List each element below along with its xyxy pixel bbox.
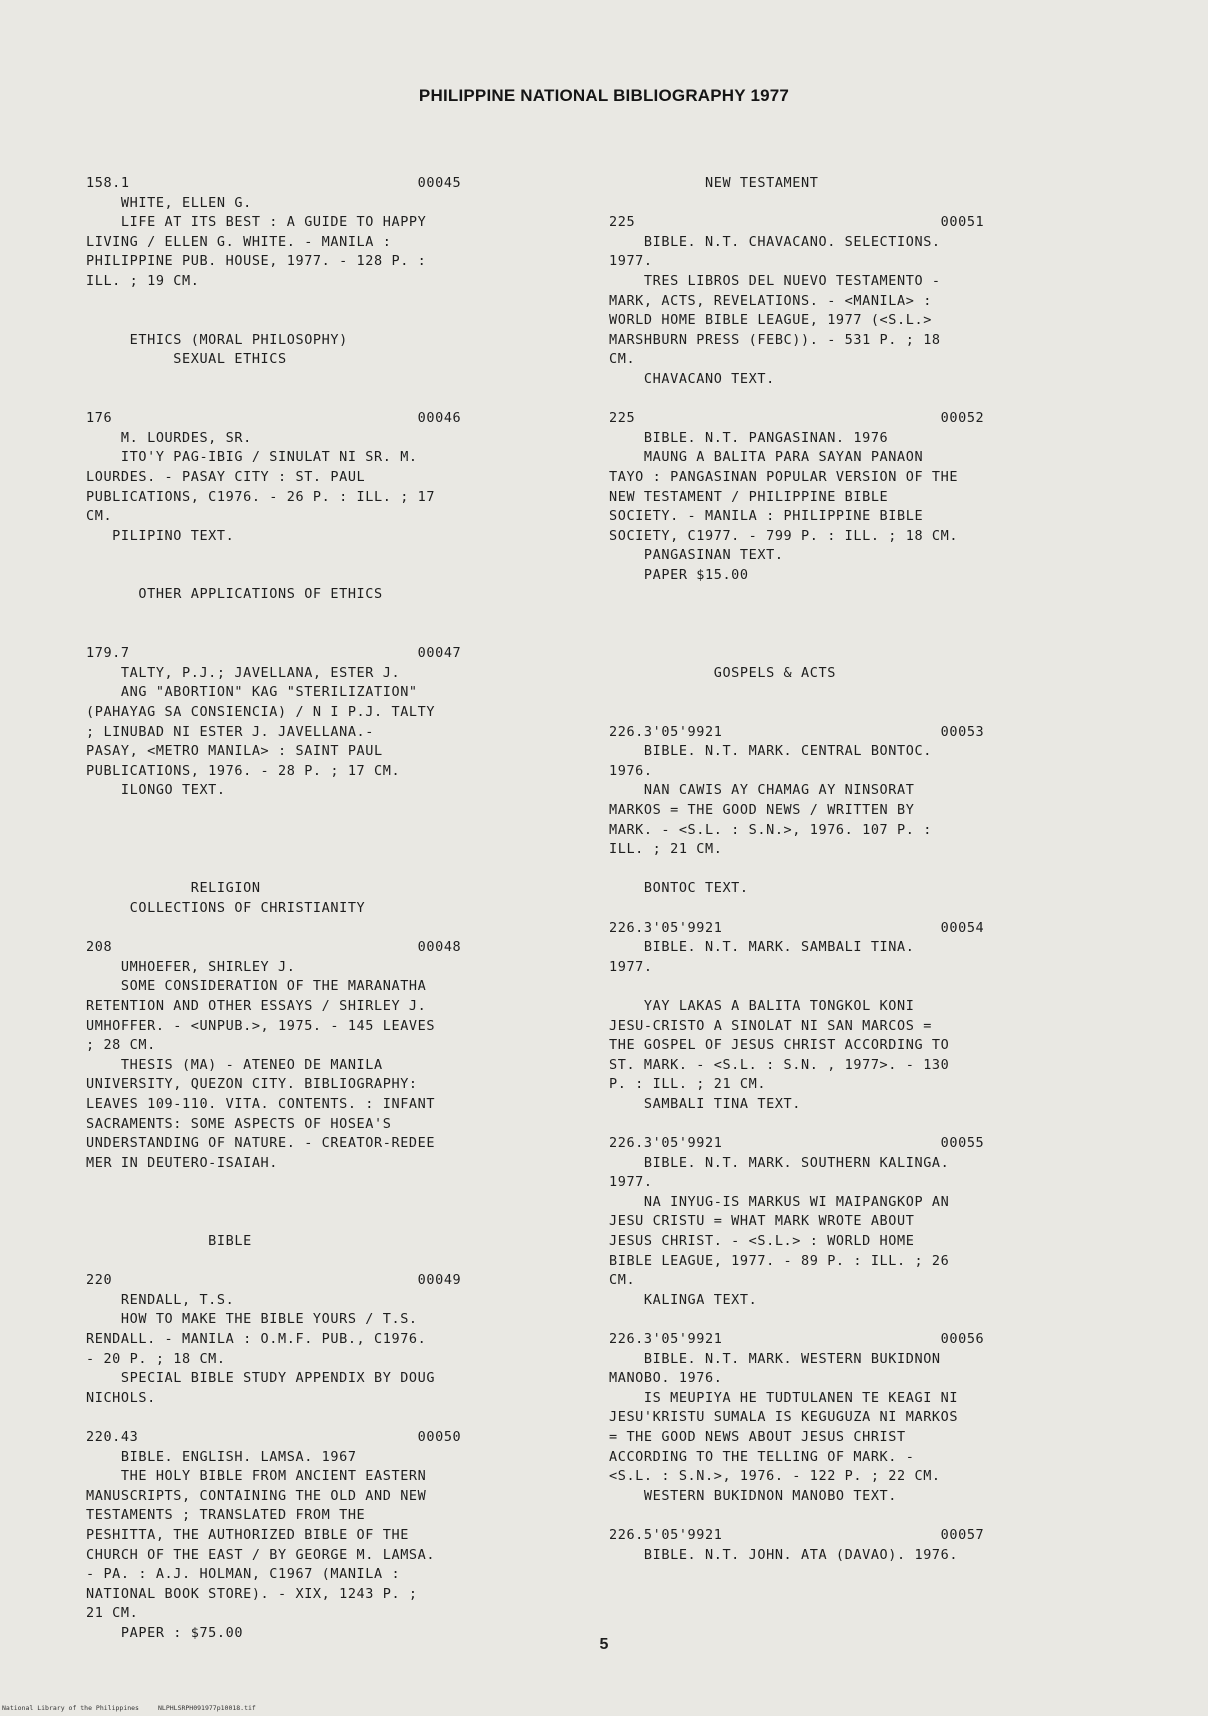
entry-line: - PA. : A.J. HOLMAN, C1967 (MANILA :	[86, 1566, 401, 1583]
entry-line	[86, 1212, 566, 1232]
entry-line: YAY LAKAS A BALITA TONGKOL KONI	[609, 997, 915, 1014]
entry-line: NEW TESTAMENT	[609, 175, 819, 191]
entry-line	[86, 919, 566, 939]
entry-line: 226.3'05'9921 00056	[609, 1331, 985, 1348]
entry-line: IS MEUPIYA HE TUDTULANEN TE KEAGI NI	[609, 1389, 959, 1406]
entry-line	[86, 292, 566, 312]
entry-line: 1976.	[609, 762, 653, 779]
entry-line: MARK, ACTS, REVELATIONS. - <MANILA> :	[609, 292, 932, 309]
footer-source: National Library of the Philippines	[2, 1704, 139, 1712]
entry-line: JESUS CHRIST. - <S.L.> : WORLD HOME	[609, 1233, 915, 1250]
entry-line	[86, 1173, 566, 1193]
entry-line: TRES LIBROS DEL NUEVO TESTAMENTO -	[609, 272, 941, 289]
entry-line: ILONGO TEXT.	[86, 782, 226, 799]
entry-line: BIBLE. N.T. MARK. SOUTHERN KALINGA.	[609, 1154, 950, 1171]
entry-line: 1977.	[609, 253, 653, 270]
entry-line: WHITE, ELLEN G.	[86, 194, 252, 211]
entry-line: - 20 P. ; 18 CM.	[86, 1350, 226, 1367]
entry-line: MANUSCRIPTS, CONTAINING THE OLD AND NEW	[86, 1487, 427, 1504]
entry-line: ETHICS (MORAL PHILOSOPHY)	[86, 331, 348, 348]
entry-line: PHILIPPINE PUB. HOUSE, 1977. - 128 P. :	[86, 253, 427, 270]
entry-line: SOCIETY. - MANILA : PHILIPPINE BIBLE	[609, 508, 924, 525]
entry-line: 208 00048	[86, 939, 462, 956]
entry-line: 225 00052	[609, 410, 985, 427]
entry-line: BONTOC TEXT.	[609, 880, 749, 897]
entry-line: 220 00049	[86, 1272, 462, 1289]
entry-line: 21 CM.	[86, 1605, 139, 1622]
entry-line: LEAVES 109-110. VITA. CONTENTS. : INFANT	[86, 1095, 436, 1112]
entry-line: SAMBALI TINA TEXT.	[609, 1095, 802, 1112]
entry-line: BIBLE. N.T. CHAVACANO. SELECTIONS.	[609, 233, 941, 250]
entry-line: = THE GOOD NEWS ABOUT JESUS CHRIST	[609, 1429, 906, 1445]
entry-line: WORLD HOME BIBLE LEAGUE, 1977 (<S.L.>	[609, 312, 932, 329]
entry-line: PANGASINAN TEXT.	[609, 547, 784, 564]
entry-line	[86, 801, 566, 821]
entry-line: RELIGION	[86, 880, 261, 897]
entry-line: ITO'Y PAG-IBIG / SINULAT NI SR. M.	[86, 449, 418, 466]
entry-line: CHURCH OF THE EAST / BY GEORGE M. LAMSA.	[86, 1546, 436, 1563]
entry-line	[86, 860, 566, 880]
entry-line: NA INYUG-IS MARKUS WI MAIPANGKOP AN	[609, 1193, 950, 1210]
entry-line	[86, 390, 566, 410]
entry-line: 179.7 00047	[86, 645, 462, 662]
entry-line: SOCIETY, C1977. - 799 P. : ILL. ; 18 CM.	[609, 527, 959, 544]
entry-line: TALTY, P.J.; JAVELLANA, ESTER J.	[86, 664, 401, 681]
entry-line: RENDALL, T.S.	[86, 1291, 235, 1308]
entry-line: RETENTION AND OTHER ESSAYS / SHIRLEY J.	[86, 997, 427, 1014]
right-column	[609, 174, 1089, 1565]
entry-line: UNIVERSITY, QUEZON CITY. BIBLIOGRAPHY:	[86, 1076, 418, 1093]
entry-line: MARKOS = THE GOOD NEWS / WRITTEN BY	[609, 802, 915, 818]
entry-line: CM.	[609, 351, 636, 368]
entry-line: OTHER APPLICATIONS OF ETHICS	[86, 586, 383, 603]
entry-line: LIFE AT ITS BEST : A GUIDE TO HAPPY	[86, 214, 427, 231]
entry-line: BIBLE	[86, 1233, 252, 1250]
entry-line: COLLECTIONS OF CHRISTIANITY	[86, 899, 366, 916]
entry-line: 225 00051	[609, 214, 985, 231]
entry-line	[86, 840, 566, 860]
entry-line: PAPER $15.00	[609, 566, 749, 583]
entry-line	[609, 683, 1089, 703]
entry-line: (PAHAYAG SA CONSIENCIA) / N I P.J. TALTY	[86, 704, 436, 721]
entry-line	[609, 1506, 1089, 1526]
entry-line: ANG "ABORTION" KAG "STERILIZATION"	[86, 684, 418, 701]
entry-line	[609, 1310, 1089, 1330]
entry-line: CM.	[86, 508, 113, 525]
entry-line: ILL. ; 19 CM.	[86, 272, 200, 289]
entry-line: LIVING / ELLEN G. WHITE. - MANILA :	[86, 233, 392, 250]
entry-line: 226.3'05'9921 00055	[609, 1135, 985, 1152]
entry-line: PESHITTA, THE AUTHORIZED BIBLE OF THE	[86, 1526, 409, 1543]
entry-line	[609, 899, 1089, 919]
entry-line: MANOBO. 1976.	[609, 1370, 723, 1387]
entry-line	[86, 546, 566, 566]
entry-line: BIBLE. N.T. MARK. CENTRAL BONTOC.	[609, 743, 932, 760]
entry-line: 226.5'05'9921 00057	[609, 1526, 985, 1543]
entry-line: 1977.	[609, 1174, 653, 1191]
entry-line: PAPER : $75.00	[86, 1624, 244, 1641]
entry-line: NAN CAWIS AY CHAMAG AY NINSORAT	[609, 782, 915, 799]
entry-line	[609, 703, 1089, 723]
entry-line	[86, 370, 566, 390]
entry-line	[609, 605, 1089, 625]
entry-line: THE HOLY BIBLE FROM ANCIENT EASTERN	[86, 1468, 427, 1485]
entry-line: MAUNG A BALITA PARA SAYAN PANAON	[609, 449, 924, 466]
entry-line: MER IN DEUTERO-ISAIAH.	[86, 1154, 279, 1171]
entry-line: 176 00046	[86, 410, 462, 427]
entry-line: KALINGA TEXT.	[609, 1291, 758, 1308]
entry-line: NATIONAL BOOK STORE). - XIX, 1243 P. ;	[86, 1585, 418, 1602]
entry-line: JESU'KRISTU SUMALA IS KEGUGUZA NI MARKOS	[609, 1409, 959, 1426]
entry-line: MARK. - <S.L. : S.N.>, 1976. 107 P. :	[609, 821, 932, 838]
entry-line: UNDERSTANDING OF NATURE. - CREATOR-REDEE	[86, 1135, 436, 1152]
entry-line	[609, 860, 1089, 880]
entry-line: SPECIAL BIBLE STUDY APPENDIX BY DOUG	[86, 1370, 436, 1387]
entry-line: BIBLE. N.T. MARK. SAMBALI TINA.	[609, 939, 915, 956]
entry-line: BIBLE. N.T. JOHN. ATA (DAVAO). 1976.	[609, 1546, 959, 1563]
entry-line: HOW TO MAKE THE BIBLE YOURS / T.S.	[86, 1311, 418, 1328]
footer-filename: NLPHLSRPH091977p10018.tif	[158, 1704, 256, 1712]
entry-line: M. LOURDES, SR.	[86, 429, 252, 446]
entry-line: ILL. ; 21 CM.	[609, 841, 723, 858]
entry-line: ; LINUBAD NI ESTER J. JAVELLANA.-	[86, 723, 375, 740]
entry-line: NICHOLS.	[86, 1389, 156, 1406]
entry-line: UMHOEFER, SHIRLEY J.	[86, 958, 296, 975]
page-title: PHILIPPINE NATIONAL BIBLIOGRAPHY 1977	[418, 86, 790, 105]
entry-line: 226.3'05'9921 00054	[609, 919, 985, 936]
entry-line	[609, 194, 1089, 214]
entry-line: ACCORDING TO THE TELLING OF MARK. -	[609, 1448, 915, 1465]
entry-line: TESTAMENTS ; TRANSLATED FROM THE	[86, 1507, 366, 1524]
entry-line	[86, 1252, 566, 1272]
entry-line: 220.43 00050	[86, 1429, 462, 1445]
entry-line: RENDALL. - MANILA : O.M.F. PUB., C1976.	[86, 1331, 427, 1348]
entry-line: ST. MARK. - <S.L. : S.N. , 1977>. - 130	[609, 1056, 950, 1073]
entry-line: PUBLICATIONS, 1976. - 28 P. ; 17 CM.	[86, 762, 401, 779]
entry-line: THESIS (MA) - ATENEO DE MANILA	[86, 1056, 383, 1073]
entry-line: WESTERN BUKIDNON MANOBO TEXT.	[609, 1487, 898, 1504]
entry-line: JESU CRISTU = WHAT MARK WROTE ABOUT	[609, 1213, 915, 1230]
entry-line: THE GOSPEL OF JESUS CHRIST ACCORDING TO	[609, 1037, 950, 1054]
entry-line: MARSHBURN PRESS (FEBC)). - 531 P. ; 18	[609, 331, 941, 348]
entry-line: NEW TESTAMENT / PHILIPPINE BIBLE	[609, 488, 889, 505]
entry-line	[86, 625, 566, 645]
entry-line	[86, 1193, 566, 1213]
entry-line: ; 28 CM.	[86, 1037, 156, 1054]
entry-line: LOURDES. - PASAY CITY : ST. PAUL	[86, 468, 366, 485]
entry-line: PILIPINO TEXT.	[86, 527, 235, 544]
entry-line: 1977.	[609, 958, 653, 975]
entry-line: PUBLICATIONS, C1976. - 26 P. : ILL. ; 17	[86, 488, 436, 505]
entry-line	[609, 390, 1089, 410]
entry-line: P. : ILL. ; 21 CM.	[609, 1076, 767, 1093]
entry-line	[609, 1115, 1089, 1135]
entry-line: CM.	[609, 1272, 636, 1289]
entry-line: 226.3'05'9921 00053	[609, 723, 985, 740]
entry-line: SEXUAL ETHICS	[86, 351, 287, 368]
entry-line	[86, 311, 566, 331]
entry-line: CHAVACANO TEXT.	[609, 370, 775, 387]
entry-line	[86, 1408, 566, 1428]
entry-line: BIBLE. N.T. MARK. WESTERN BUKIDNON	[609, 1350, 941, 1367]
entry-line: BIBLE LEAGUE, 1977. - 89 P. : ILL. ; 26	[609, 1252, 950, 1269]
entry-line: TAYO : PANGASINAN POPULAR VERSION OF THE	[609, 468, 959, 485]
page-number: 5	[599, 1636, 609, 1653]
entry-line	[86, 605, 566, 625]
entry-line: <S.L. : S.N.>, 1976. - 122 P. ; 22 CM.	[609, 1468, 941, 1485]
left-column	[86, 174, 566, 1644]
entry-line	[609, 625, 1089, 645]
entry-line: 158.1 00045	[86, 175, 462, 191]
entry-line	[86, 821, 566, 841]
entry-line: BIBLE. ENGLISH. LAMSA. 1967	[86, 1448, 357, 1465]
entry-line: SACRAMENTS: SOME ASPECTS OF HOSEA'S	[86, 1115, 392, 1132]
entry-line	[86, 566, 566, 586]
entry-line	[609, 644, 1089, 664]
entry-line	[609, 585, 1089, 605]
entry-line: PASAY, <METRO MANILA> : SAINT PAUL	[86, 743, 383, 760]
entry-line: SOME CONSIDERATION OF THE MARANATHA	[86, 978, 427, 995]
entry-line: UMHOFFER. - <UNPUB.>, 1975. - 145 LEAVES	[86, 1017, 436, 1034]
entry-line: BIBLE. N.T. PANGASINAN. 1976	[609, 429, 889, 446]
entry-line	[609, 977, 1089, 997]
entry-line: JESU-CRISTO A SINOLAT NI SAN MARCOS =	[609, 1017, 932, 1034]
entry-line: GOSPELS & ACTS	[609, 664, 836, 681]
